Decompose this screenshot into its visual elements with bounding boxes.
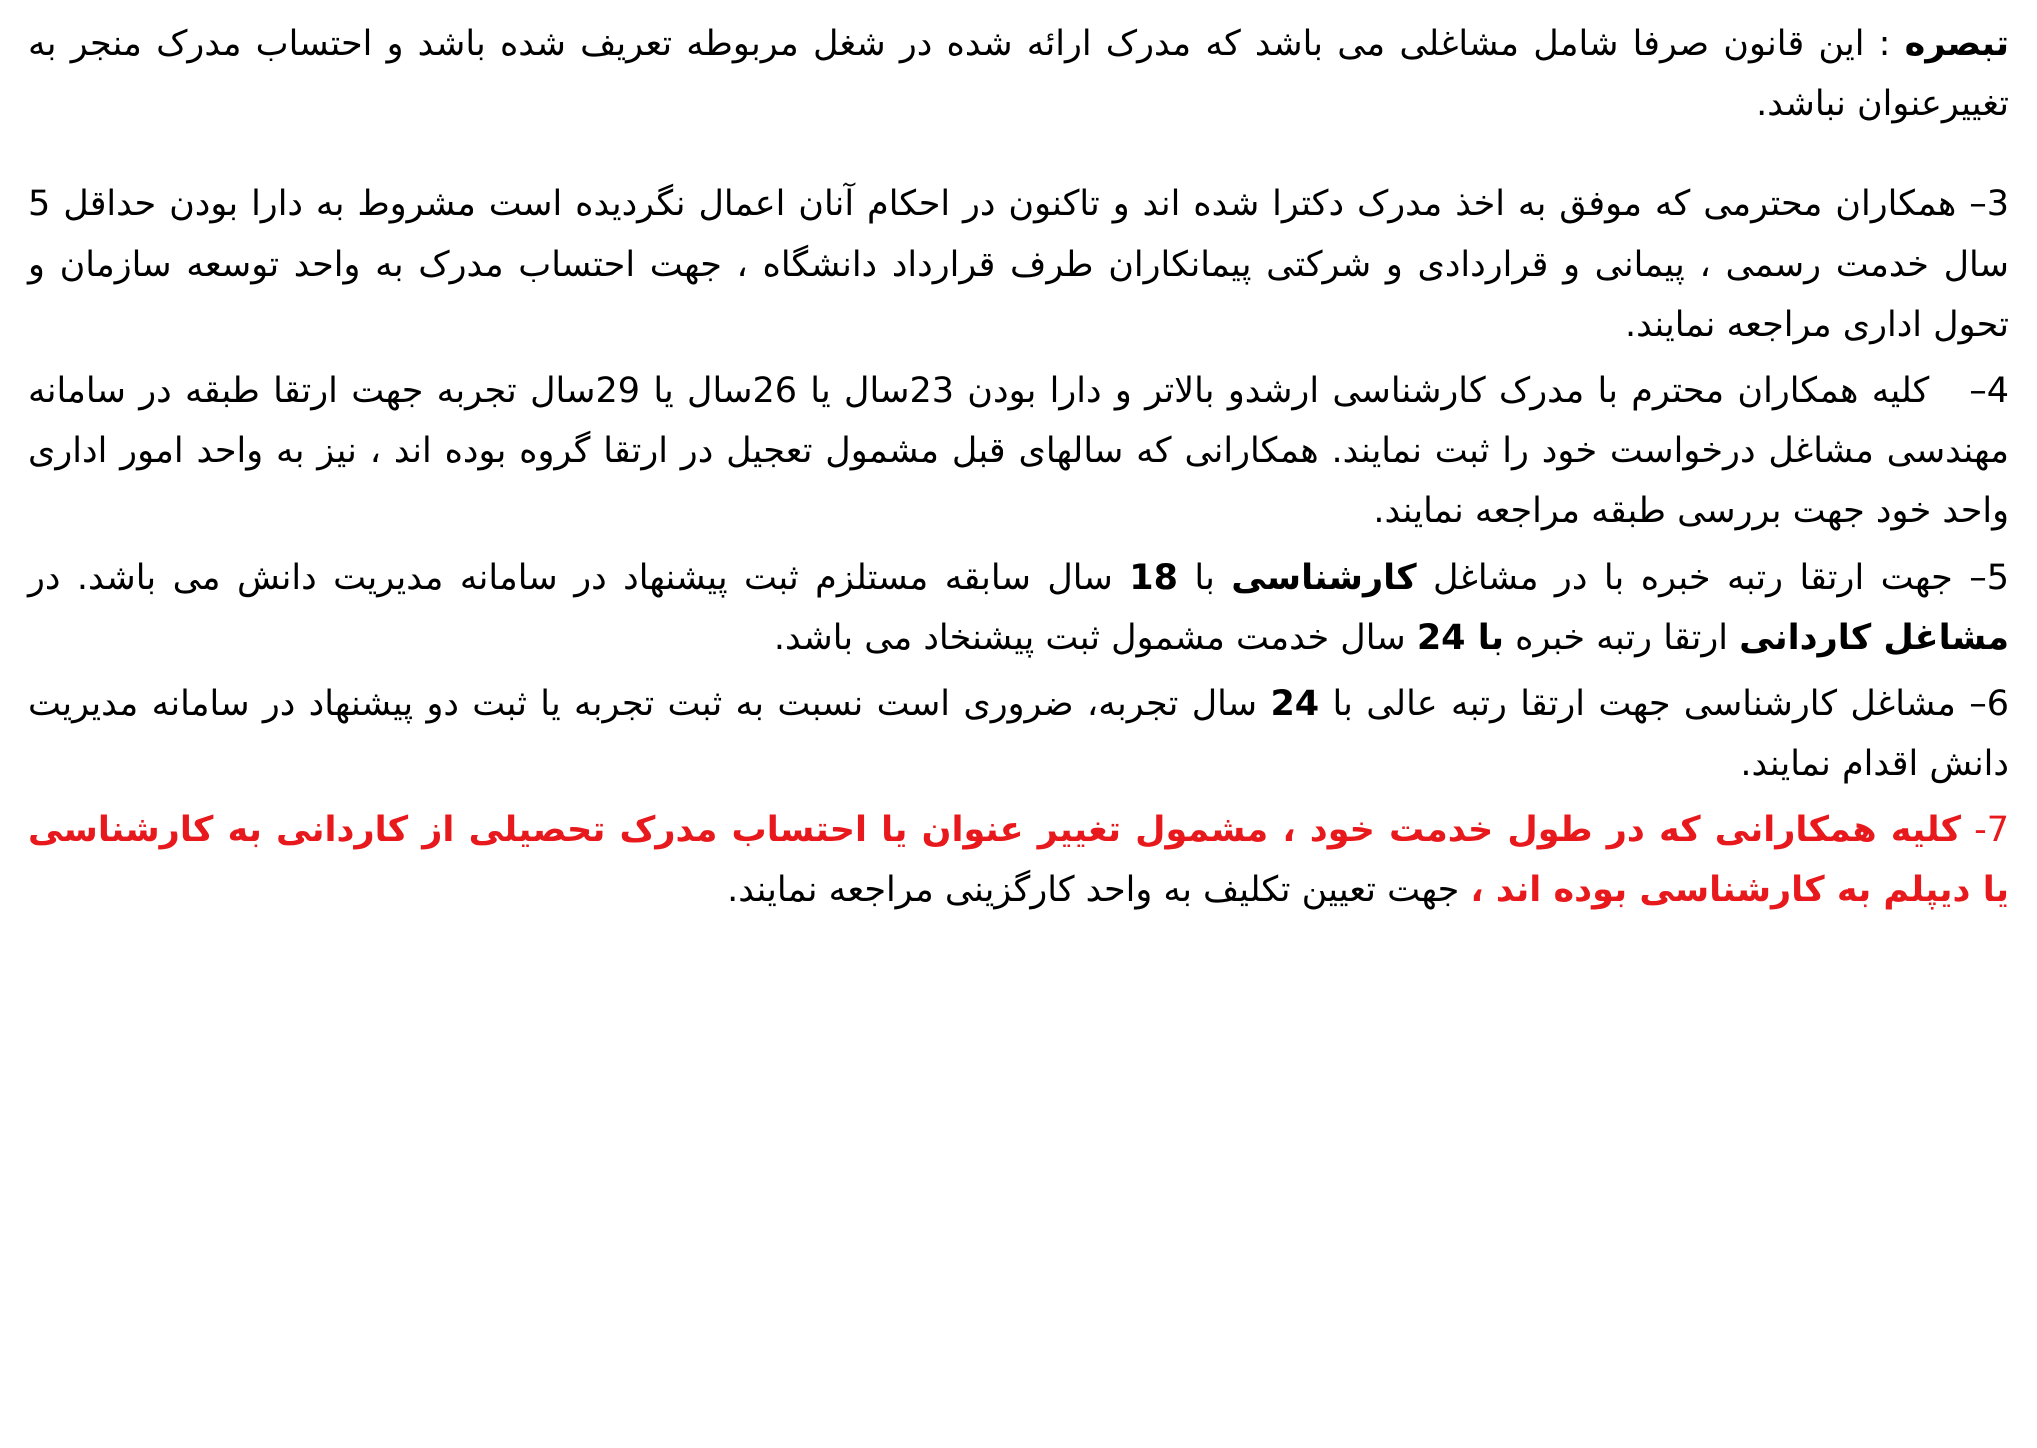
list-item-5-seg-3: 18 [1129, 557, 1178, 598]
list-item-5-seg-8: سال خدمت مشمول ثبت پیشنخاد می باشد. [773, 617, 1417, 658]
list-item-5-marker: 5– [1969, 557, 2009, 598]
list-item-7-seg-1: تغییر عنوان یا احتساب مدرک تحصیلی از کاردانی به کارشناسی یا دیپلم به کارشناسی بوده اند ، [28, 810, 2009, 911]
list-item-4 [28, 361, 2009, 542]
list-item-4-gap [1929, 371, 1956, 411]
list-item-5-seg-1: کارشناسی [1231, 557, 1417, 598]
list-item-6-seg-1: 24 [1270, 683, 1320, 724]
list-item-5-seg-0: جهت ارتقا رتبه خبره با در مشاغل [1416, 557, 1953, 598]
list-item-6-seg-0: مشاغل کارشناسی جهت ارتقا رتبه عالی با [1319, 683, 1956, 724]
note-text: این قانون صرفا شامل مشاغلی می باشد که مدرک ارائه شده در شغل مربوطه تعریف شده باشد و احتساب مدرک منجر به تغییرعنوان نباشد. [28, 24, 2009, 125]
list-item-5 [28, 548, 2009, 668]
list-item-7-marker: 7- [1974, 810, 2009, 851]
list-item-3 [28, 174, 2009, 355]
list-item-6-marker: 6– [1969, 683, 2009, 724]
note-paragraph [28, 14, 2009, 134]
list-item-3-marker: 3– [1969, 184, 2009, 225]
list-item-5-seg-6: ارتقا رتبه خبره [1504, 617, 1740, 658]
list-item-5-seg-4: سال سابقه مستلزم ثبت پیشنهاد در سامانه مدیریت دانش می باشد. در [28, 557, 1130, 598]
list-item-4-marker: 4– [1969, 370, 2009, 411]
list-item-4-text: کلیه همکاران محترم با مدرک کارشناسی ارشدو بالاتر و دارا بودن 23سال یا 26سال یا 29سال تجربه جهت ارتقا طبقه در سامانه مهندسی مشاغل درخواست خود را ثبت نمایند. همکارانی که سالهای قبل مشمول تعجیل در ارتقا گروه بوده اند ، نیز به واحد امور اداری واحد خود جهت بررسی طبقه مراجعه نمایند. [28, 370, 2009, 532]
list-item-5-seg-5: مشاغل کاردانی [1739, 617, 2009, 658]
note-separator: : [1864, 24, 1905, 64]
list-item-6-seg-2: سال تجربه، ضروری است نسبت به ثبت تجربه یا ثبت دو پیشنهاد در سامانه مدیریت دانش اقدام نمایند. [28, 683, 2009, 785]
list-item-6 [28, 674, 2009, 794]
list-item-7-seg-2: جهت تعیین تکلیف به واحد کارگزینی مراجعه نمایند. [727, 870, 1471, 911]
list-item-7 [28, 800, 2009, 920]
list-item-7-seg-0: کلیه همکارانی که در طول خدمت خود ، مشمول [1120, 810, 1961, 851]
list-item-5-seg-2: با [1177, 557, 1232, 598]
list-item-5-seg-7: با 24 [1416, 617, 1505, 658]
list-item-3-text: همکاران محترمی که موفق به اخذ مدرک دکترا شده اند و تاکنون در احکام آنان اعمال نگردیده است مشروط به دارا بودن حداقل 5 سال خدمت رسمی ، پیمانی و قراردادی و شرکتی پیمانکاران طرف قرارداد دانشگاه ، جهت احتساب مدرک به واحد توسعه سازمان و تحول اداری مراجعه نمایند. [28, 184, 2009, 345]
note-label: تبصره [1904, 24, 2010, 64]
